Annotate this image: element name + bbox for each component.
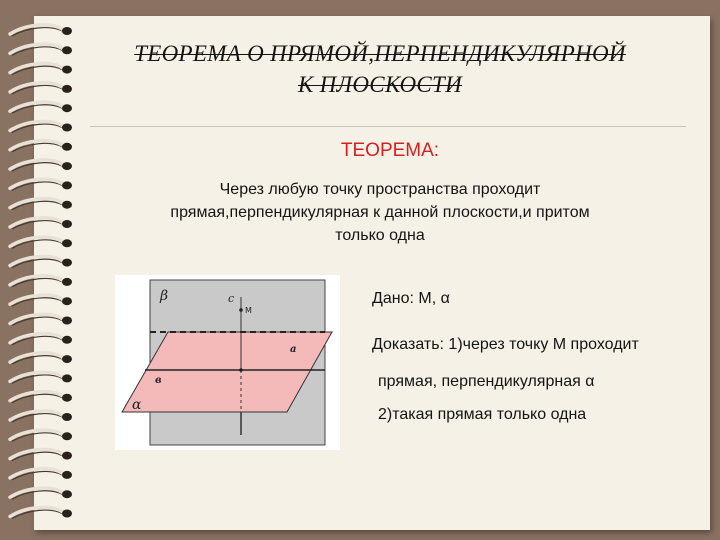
spiral-ring xyxy=(10,256,72,267)
label-b: в xyxy=(155,375,162,386)
spiral-ring xyxy=(10,449,72,460)
spiral-ring xyxy=(10,276,72,287)
prove-line-2: прямая, перпендикулярная α xyxy=(378,373,595,390)
spiral-ring xyxy=(10,102,72,113)
label-alpha: α xyxy=(132,397,142,413)
spiral-ring xyxy=(10,295,72,306)
label-a: a xyxy=(290,344,297,355)
label-beta: β xyxy=(160,288,169,304)
spiral-ring xyxy=(10,83,72,94)
geometry-figure xyxy=(115,275,340,450)
spiral-ring xyxy=(10,372,72,383)
spiral-ring xyxy=(10,25,72,36)
spiral-ring xyxy=(10,179,72,190)
spiral-ring xyxy=(10,218,72,229)
statement-line-3: только одна xyxy=(335,227,425,244)
prove-line-1: Доказать: 1)через точку М проходит xyxy=(372,336,639,353)
spiral-ring xyxy=(10,507,72,518)
spiral-ring xyxy=(10,411,72,422)
spiral-ring xyxy=(10,488,72,499)
spiral-ring xyxy=(10,63,72,74)
spiral-ring xyxy=(10,469,72,480)
point-intersection xyxy=(239,368,243,372)
spiral-ring xyxy=(10,237,72,248)
title-line-1: ТЕОРЕМА О ПРЯМОЙ,ПЕРПЕНДИКУЛЯРНОЙ xyxy=(134,41,626,66)
point-m xyxy=(239,308,243,312)
spiral-ring xyxy=(10,334,72,345)
title-divider xyxy=(90,126,686,127)
slide-title xyxy=(70,38,690,100)
theorem-statement xyxy=(90,178,670,247)
spiral-ring xyxy=(10,314,72,325)
statement-line-1: Через любую точку пространства проходит xyxy=(219,181,541,198)
title-line-2: К ПЛОСКОСТИ xyxy=(297,72,462,97)
label-m: M xyxy=(245,306,252,315)
spiral-ring xyxy=(10,199,72,210)
label-c: c xyxy=(228,292,235,305)
given-text: Дано: М, α xyxy=(372,290,450,307)
spiral-binding xyxy=(6,20,76,525)
prove-line-3: 2)такая прямая только одна xyxy=(378,406,587,423)
statement-line-2: прямая,перпендикулярная к данной плоскости,и притом xyxy=(170,204,590,221)
spiral-ring xyxy=(10,430,72,441)
spiral-ring xyxy=(10,353,72,364)
spiral-ring xyxy=(10,121,72,132)
theorem-label: ТЕОРЕМА: xyxy=(340,140,440,161)
spiral-ring xyxy=(10,392,72,403)
spiral-ring xyxy=(10,44,72,55)
